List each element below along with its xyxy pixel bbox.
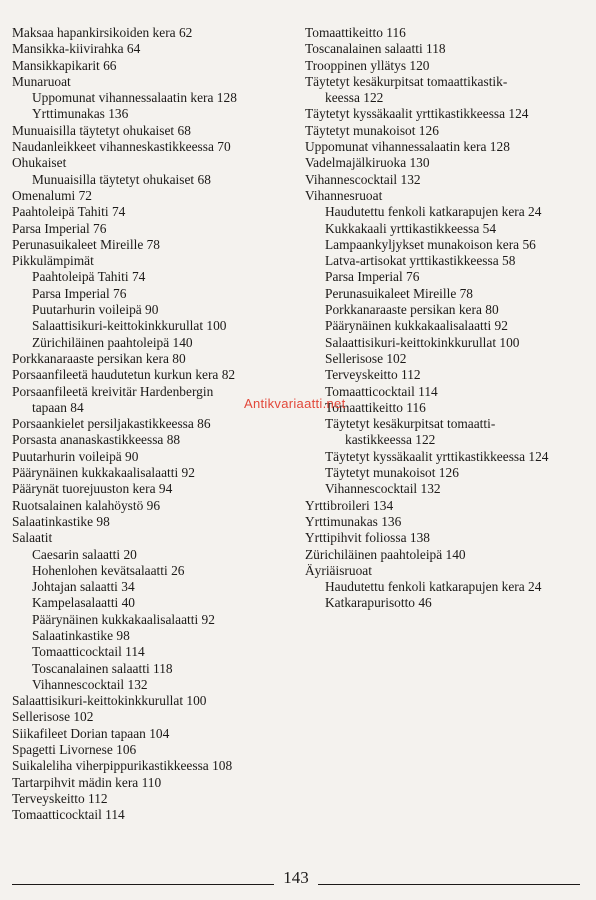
- index-subentry: Tomaatticocktail 114: [325, 383, 438, 399]
- index-entry: Yrttibroileri 134: [305, 497, 394, 513]
- index-entry: Porsaankielet persiljakastikkeessa 86: [12, 416, 211, 432]
- index-subentry: Toscanalainen salaatti 118: [32, 660, 173, 676]
- index-subentry: Tomaattikeitto 116: [325, 399, 426, 415]
- index-entry: Porsaanfileetä haudutetun kurkun kera 82: [12, 367, 236, 383]
- index-entry: Yrttipihvit foliossa 138: [305, 530, 430, 546]
- index-subentry: Paahtoleipä Tahiti 74: [32, 269, 146, 285]
- index-entry: Pikkulämpimät: [12, 253, 94, 269]
- index-subentry: Latva-artisokat yrttikastikkeessa 58: [325, 253, 516, 269]
- index-entry: Paahtoleipä Tahiti 74: [12, 204, 126, 220]
- index-subentry: Uppomunat vihannessalaatin kera 128: [32, 90, 237, 106]
- index-entry: Salaatit: [12, 530, 53, 546]
- index-subentry: Kampelasalaatti 40: [32, 595, 135, 611]
- index-entry: Siikafileet Dorian tapaan 104: [12, 725, 170, 741]
- index-subentry: Katkarapurisotto 46: [325, 595, 432, 611]
- index-column-left: [12, 25, 302, 824]
- index-entry: Toscanalainen salaatti 118: [305, 41, 446, 57]
- index-entry: Mansikka-kiivirahka 64: [12, 41, 141, 57]
- index-entry: Sellerisose 102: [12, 709, 94, 725]
- index-entry: Munaruoat: [12, 73, 71, 89]
- footer-rule-right: [318, 884, 580, 885]
- index-subentry: Johtajan salaatti 34: [32, 579, 135, 595]
- index-entry: Zürichiläinen paahtoleipä 140: [305, 546, 466, 562]
- index-entry: Suikaleliha viherpippurikastikkeessa 108: [12, 758, 233, 774]
- index-subentry: Salaattisikuri-keittokinkkurullat 100: [325, 334, 520, 350]
- index-subentry: Vihannescocktail 132: [32, 676, 148, 692]
- page-number: 143: [283, 868, 309, 887]
- index-entry: Maksaa hapankirsikoiden kera 62: [12, 25, 193, 40]
- index-subentry: Zürichiläinen paahtoleipä 140: [32, 334, 193, 350]
- index-subentry: Parsa Imperial 76: [325, 269, 420, 285]
- index-subentry: Haudutettu fenkoli katkarapujen kera 24: [325, 204, 542, 220]
- index-entry: Vadelmajälkiruoka 130: [305, 155, 430, 171]
- index-entry: Salaattisikuri-keittokinkkurullat 100: [12, 693, 207, 709]
- index-entry: Munuaisilla täytetyt ohukaiset 68: [12, 122, 191, 138]
- index-entry: Tomaattikeitto 116: [305, 25, 406, 40]
- index-subentry: Lampaankyljykset munakoison kera 56: [325, 236, 536, 252]
- index-subentry: Vihannescocktail 132: [325, 481, 441, 497]
- index-entry: Trooppinen yllätys 120: [305, 57, 430, 73]
- index-subentry: Terveyskeitto 112: [325, 367, 421, 383]
- index-entry: Vihannescocktail 132: [305, 171, 421, 187]
- footer-rule-left: [12, 884, 274, 885]
- index-entry: Salaatinkastike 98: [12, 513, 110, 529]
- index-entry: Täytetyt kyssäkaalit yrttikastikkeessa 124: [305, 106, 529, 122]
- index-entry: Ohukaiset: [12, 155, 67, 171]
- index-entry: Äyriäisruoat: [305, 562, 372, 578]
- index-entry: Parsa Imperial 76: [12, 220, 107, 236]
- index-subentry: Hohenlohen kevätsalaatti 26: [32, 562, 185, 578]
- watermark-text: Antikvariaatti.net: [244, 396, 346, 411]
- index-subentry: Parsa Imperial 76: [32, 285, 127, 301]
- index-entry: Vihannesruoat: [305, 187, 383, 203]
- index-entry: Päärynäinen kukkakaalisalaatti 92: [12, 465, 195, 481]
- index-entry: Päärynät tuorejuuston kera 94: [12, 481, 173, 497]
- index-entry: Mansikkapikarit 66: [12, 57, 117, 73]
- index-subentry: Porkkanaraaste persikan kera 80: [325, 302, 499, 318]
- index-column-right: [305, 25, 595, 612]
- index-subentry: tapaan 84: [32, 399, 84, 415]
- index-subentry: Perunasuikaleet Mireille 78: [325, 285, 473, 301]
- index-subentry: keessa 122: [325, 90, 384, 106]
- index-subentry: Yrttimunakas 136: [32, 106, 129, 122]
- index-entry: Täytetyt kesäkurpitsat tomaattikastik-: [305, 73, 508, 89]
- index-subentry: kastikkeessa 122: [345, 432, 436, 448]
- index-entry: Porkkanaraaste persikan kera 80: [12, 350, 186, 366]
- index-subentry: Tomaatticocktail 114: [32, 644, 145, 660]
- index-entry: Porsaanfileetä kreivitär Hardenbergin: [12, 383, 214, 399]
- index-subentry: Munuaisilla täytetyt ohukaiset 68: [32, 171, 211, 187]
- index-subentry: Salaattisikuri-keittokinkkurullat 100: [32, 318, 227, 334]
- index-subentry: Haudutettu fenkoli katkarapujen kera 24: [325, 579, 542, 595]
- index-entry: Tartarpihvit mädin kera 110: [12, 774, 162, 790]
- index-subentry: Caesarin salaatti 20: [32, 546, 137, 562]
- index-entry: Puutarhurin voileipä 90: [12, 448, 139, 464]
- index-subentry: Täytetyt kyssäkaalit yrttikastikkeessa 124: [325, 448, 549, 464]
- index-entry: Yrttimunakas 136: [305, 513, 402, 529]
- index-entry: Terveyskeitto 112: [12, 790, 108, 806]
- index-subentry: Sellerisose 102: [325, 350, 407, 366]
- index-entry: Tomaatticocktail 114: [12, 807, 125, 823]
- index-entry: Omenalumi 72: [12, 187, 92, 203]
- index-entry: Porsasta ananaskastikkeessa 88: [12, 432, 181, 448]
- index-entry: Naudanleikkeet vihanneskastikkeessa 70: [12, 139, 231, 155]
- index-subentry: Päärynäinen kukkakaalisalaatti 92: [32, 611, 215, 627]
- index-entry: Perunasuikaleet Mireille 78: [12, 236, 160, 252]
- index-entry: Uppomunat vihannessalaatin kera 128: [305, 139, 510, 155]
- index-entry: Ruotsalainen kalahöystö 96: [12, 497, 161, 513]
- index-subentry: Salaatinkastike 98: [32, 627, 130, 643]
- index-subentry: Täytetyt munakoisot 126: [325, 465, 459, 481]
- index-entry: Täytetyt munakoisot 126: [305, 122, 439, 138]
- index-subentry: Puutarhurin voileipä 90: [32, 302, 159, 318]
- index-subentry: Päärynäinen kukkakaalisalaatti 92: [325, 318, 508, 334]
- index-entry: Spagetti Livornese 106: [12, 742, 137, 758]
- index-subentry: Täytetyt kesäkurpitsat tomaatti-: [325, 416, 496, 432]
- index-subentry: Kukkakaali yrttikastikkeessa 54: [325, 220, 497, 236]
